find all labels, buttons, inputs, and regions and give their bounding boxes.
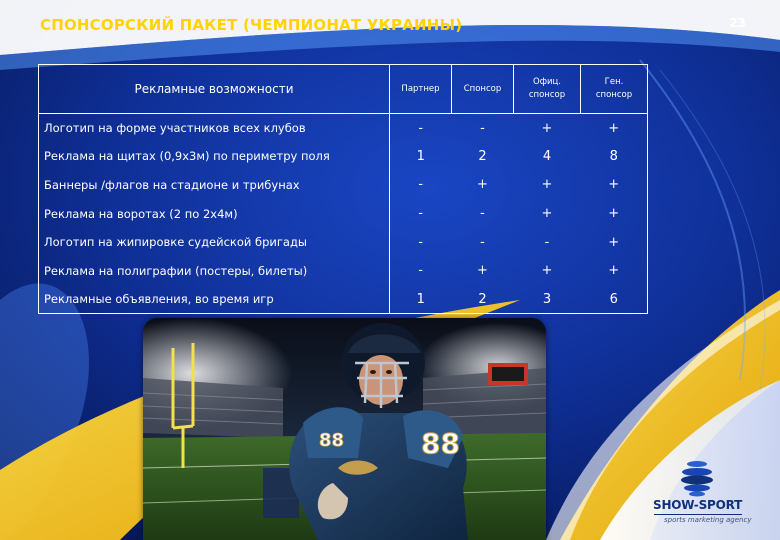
- logo-tagline: sports marketing agency: [664, 516, 752, 524]
- cell-official: +: [541, 177, 553, 193]
- table-row: [39, 228, 648, 257]
- cell-partner: 1: [390, 285, 452, 314]
- row-label: Реклама на щитах (0,9х3м) по периметру поля: [39, 142, 390, 171]
- header-general-sponsor: [581, 65, 648, 114]
- header-official-sponsor: [514, 65, 581, 114]
- cell-sponsor: +: [477, 263, 488, 279]
- header-official-line1: Офиц.: [533, 77, 561, 87]
- cell-sponsor: -: [480, 206, 485, 222]
- cell-official: +: [514, 114, 581, 143]
- sponsor-package-table: [38, 64, 648, 314]
- page-number: 23: [729, 16, 746, 30]
- cell-partner: -: [418, 263, 424, 279]
- cell-general: +: [581, 199, 648, 228]
- cell-partner: -: [418, 206, 424, 222]
- cell-general: 8: [581, 142, 648, 171]
- table-row: [39, 256, 648, 285]
- cell-official: +: [541, 206, 553, 222]
- cell-general: 6: [581, 285, 648, 314]
- cell-partner: -: [418, 177, 424, 193]
- cell-sponsor: -: [452, 114, 514, 143]
- cell-partner: -: [418, 234, 424, 250]
- header-general-line1: Ген.: [604, 77, 624, 87]
- table-row: [39, 142, 648, 171]
- cell-official: 4: [542, 148, 552, 164]
- header-partner: Партнер: [390, 65, 452, 114]
- cell-partner: 1: [416, 148, 425, 164]
- cell-general: +: [581, 171, 648, 200]
- row-label: Рекламные объявления, во время игр: [39, 285, 390, 314]
- row-label: Баннеры /флагов на стадионе и трибунах: [39, 171, 390, 200]
- logo-wordmark: SHOW-SPORT: [653, 498, 743, 512]
- svg-text:88: 88: [319, 430, 345, 451]
- globe-icon: [680, 458, 714, 498]
- cell-general: +: [581, 114, 648, 143]
- table-row: [39, 199, 648, 228]
- cell-official: 3: [514, 285, 581, 314]
- cell-official: -: [544, 234, 550, 250]
- cell-sponsor: +: [477, 177, 488, 193]
- cell-partner: -: [390, 114, 452, 143]
- svg-text:88: 88: [421, 427, 460, 460]
- header-official-line2: спонсор: [528, 90, 566, 100]
- header-sponsor: Спонсор: [452, 65, 514, 114]
- cell-official: +: [541, 263, 553, 279]
- football-player-photo: [143, 318, 546, 540]
- cell-sponsor: 2: [452, 285, 514, 314]
- slide-title: СПОНСОРСКИЙ ПАКЕТ (ЧЕМПИОНАТ УКРАИНЫ): [40, 16, 463, 34]
- cell-general: +: [581, 228, 648, 257]
- cell-sponsor: -: [480, 234, 485, 250]
- row-label: Реклама на воротах (2 по 2х4м): [39, 199, 390, 228]
- row-label: Логотип на форме участников всех клубов: [39, 114, 390, 143]
- show-sport-logo: [650, 458, 750, 528]
- cell-general: +: [581, 256, 648, 285]
- table-row: [39, 114, 648, 143]
- header-feature: Рекламные возможности: [39, 65, 390, 114]
- row-label: Логотип на жипировке судейской бригады: [39, 228, 390, 257]
- row-label: Реклама на полиграфии (постеры, билеты): [39, 256, 390, 285]
- logo-divider: [654, 514, 742, 515]
- table-header-row: [39, 65, 648, 114]
- cell-sponsor: 2: [478, 148, 487, 164]
- table-row: [39, 285, 648, 314]
- table-row: [39, 171, 648, 200]
- header-general-line2: спонсор: [595, 90, 633, 100]
